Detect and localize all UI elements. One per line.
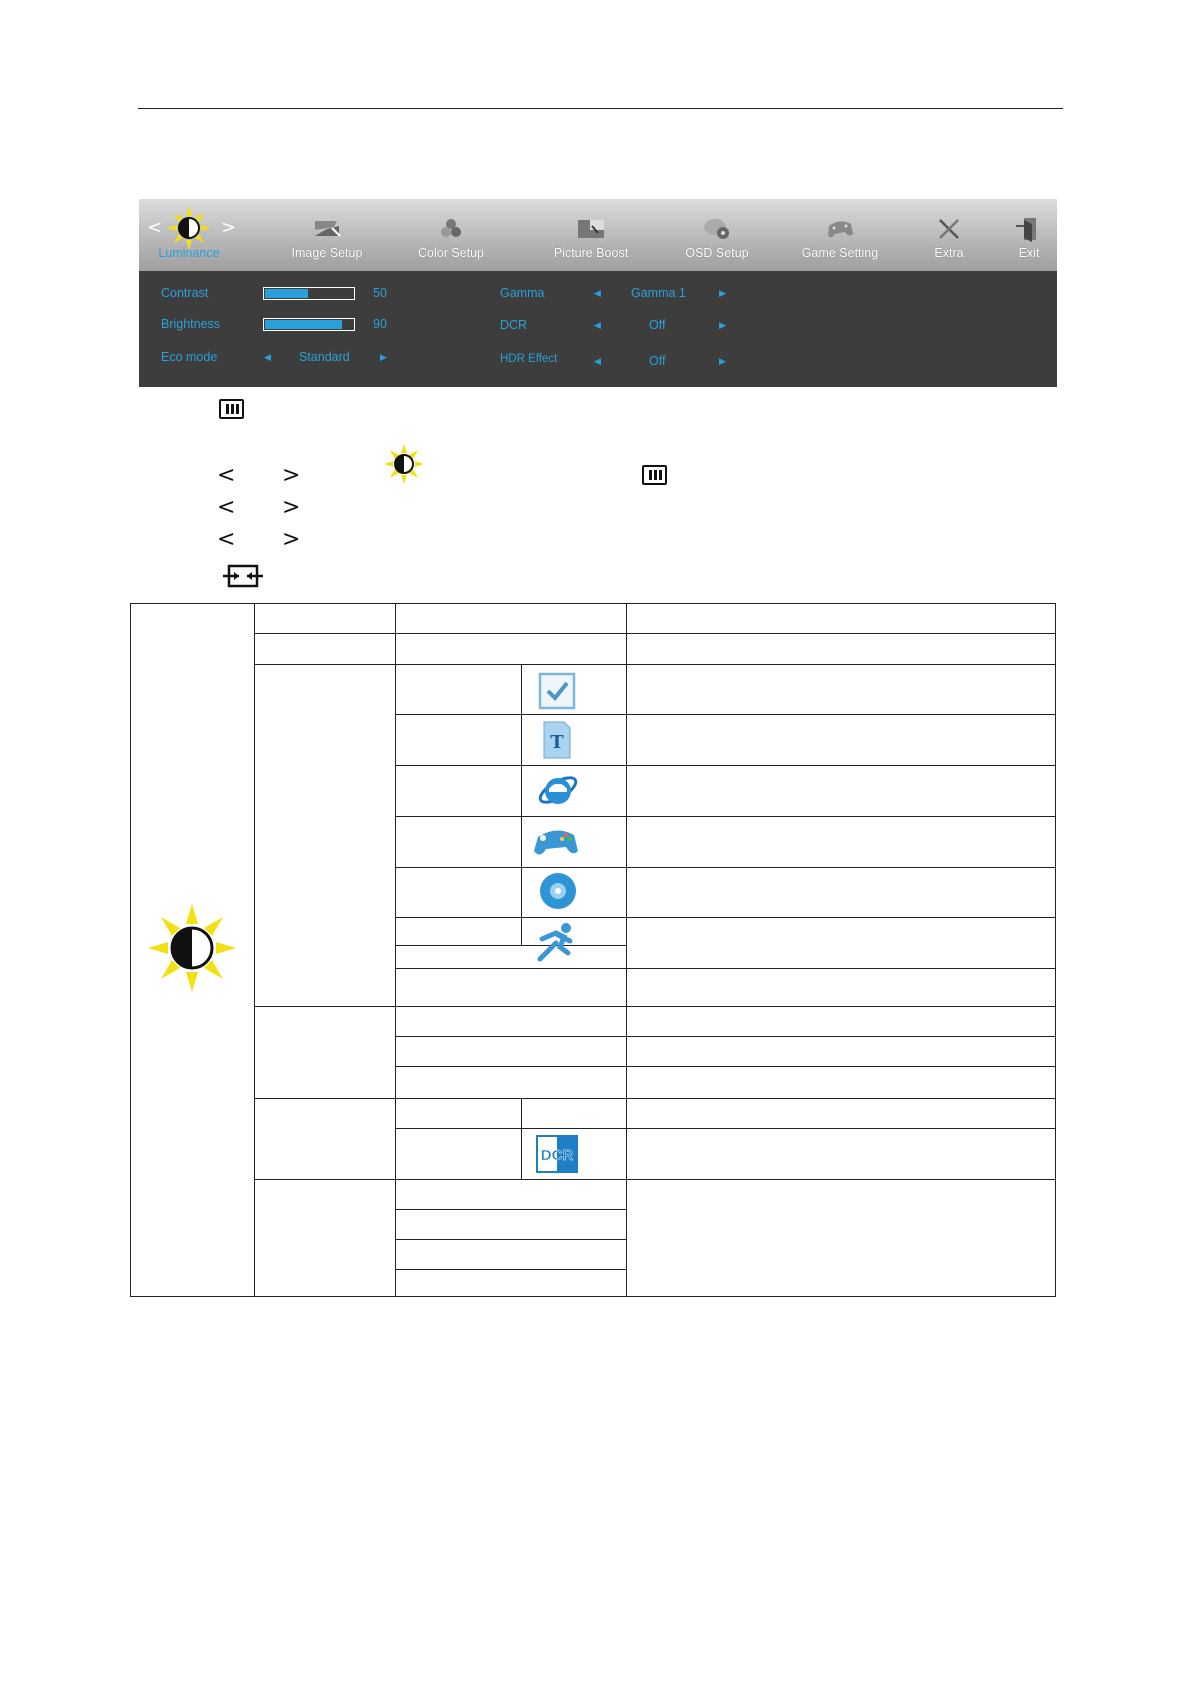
tab-osd-setup-label: OSD Setup [685, 246, 749, 260]
chevron-right-icon[interactable]: > [221, 217, 237, 238]
picture-boost-icon [576, 216, 606, 242]
tab-extra[interactable] [909, 199, 989, 271]
row-divider [254, 1006, 1056, 1007]
table-border [130, 603, 131, 1297]
tab-image-setup-label: Image Setup [291, 246, 363, 260]
gamma-right-arrow-icon[interactable]: ▶ [719, 288, 726, 298]
sports-icon [534, 921, 580, 963]
tab-picture-boost[interactable] [526, 199, 656, 271]
gamepad-icon [825, 216, 855, 242]
source-exit-key-icon [223, 563, 263, 589]
column-divider [395, 603, 396, 1297]
dcr-value: Off [649, 318, 666, 332]
row-divider [395, 1269, 626, 1270]
tools-icon [934, 216, 964, 242]
exit-door-icon [1014, 216, 1044, 242]
row-divider [395, 714, 1056, 715]
right-key-icon: > [282, 495, 301, 520]
standard-check-icon [538, 672, 576, 710]
internet-icon [536, 768, 580, 812]
chevron-left-icon[interactable]: < [147, 217, 163, 238]
movie-icon [538, 871, 578, 911]
page-header-rule [138, 108, 1063, 109]
tab-image-setup[interactable] [267, 199, 387, 271]
row-divider [254, 1098, 1056, 1099]
tab-extra-label: Extra [934, 246, 964, 260]
luminance-settings-table [130, 603, 1056, 1297]
tab-osd-setup[interactable] [657, 199, 777, 271]
tab-exit[interactable] [999, 199, 1059, 271]
dcr-icon [536, 1135, 578, 1173]
brightness-label: Brightness [161, 317, 221, 331]
brightness-value: 90 [373, 317, 387, 331]
dcr-right-arrow-icon[interactable]: ▶ [719, 320, 726, 330]
eco-mode-right-arrow-icon[interactable]: ▶ [380, 352, 387, 362]
gamma-left-arrow-icon[interactable]: ◀ [594, 288, 601, 298]
row-divider [395, 816, 1056, 817]
contrast-slider-fill [265, 289, 308, 298]
right-key-icon: > [282, 527, 301, 552]
tab-color-setup[interactable] [391, 199, 511, 271]
eco-mode-label: Eco mode [161, 350, 218, 364]
dcr-label: DCR [500, 318, 528, 332]
column-divider [521, 664, 522, 945]
hdr-effect-right-arrow-icon[interactable]: ▶ [719, 356, 726, 366]
brightness-slider[interactable] [263, 318, 355, 331]
left-key-icon: < [217, 463, 236, 488]
left-key-icon: < [217, 527, 236, 552]
column-divider [521, 1098, 522, 1179]
gamma-value: Gamma 1 [631, 286, 686, 300]
row-divider [395, 1066, 1056, 1067]
tab-game-setting-label: Game Setting [801, 246, 879, 260]
osd-setup-icon [702, 216, 732, 242]
column-divider [626, 603, 627, 1297]
row-divider [395, 1239, 626, 1240]
eco-mode-left-arrow-icon[interactable]: ◀ [264, 352, 271, 362]
luminance-sun-icon [147, 903, 237, 993]
svg-text:T: T [550, 732, 564, 753]
row-divider [395, 917, 1056, 918]
table-border [130, 1296, 1056, 1297]
row-divider [395, 1209, 626, 1210]
row-divider [395, 945, 626, 946]
brightness-slider-fill [265, 320, 342, 329]
tab-luminance-label: Luminance [158, 246, 220, 260]
left-key-icon: < [217, 495, 236, 520]
hdr-effect-label: HDR Effect [500, 353, 558, 365]
menu-key-icon [219, 399, 244, 419]
row-divider [395, 1036, 1056, 1037]
contrast-value: 50 [373, 286, 387, 300]
dcr-left-arrow-icon[interactable]: ◀ [594, 320, 601, 330]
image-setup-icon [312, 216, 342, 242]
tab-game-setting[interactable] [775, 199, 905, 271]
game-icon [532, 821, 580, 861]
table-border [1055, 603, 1056, 1297]
row-divider [254, 664, 1056, 665]
tab-exit-label: Exit [1018, 246, 1040, 260]
right-key-icon: > [282, 463, 301, 488]
eco-mode-value: Standard [299, 350, 350, 364]
osd-menu [139, 199, 1057, 387]
contrast-label: Contrast [161, 286, 209, 300]
row-divider [395, 867, 1056, 868]
color-setup-icon [436, 216, 466, 242]
row-divider [254, 1179, 1056, 1180]
luminance-sun-icon [383, 443, 425, 485]
menu-key-icon [642, 465, 667, 485]
tab-color-setup-label: Color Setup [417, 246, 484, 260]
text-icon [542, 720, 572, 760]
row-divider [395, 968, 1056, 969]
sun-contrast-icon [166, 205, 212, 251]
hdr-effect-left-arrow-icon[interactable]: ◀ [594, 356, 601, 366]
row-divider [395, 765, 1056, 766]
column-divider [254, 603, 255, 1297]
tab-picture-boost-label: Picture Boost [553, 246, 629, 260]
row-divider [254, 633, 1056, 634]
contrast-slider[interactable] [263, 287, 355, 300]
svg-text:DCR: DCR [540, 1147, 574, 1164]
gamma-label: Gamma [500, 286, 545, 300]
hdr-effect-value: Off [649, 354, 666, 368]
row-divider [395, 1128, 1056, 1129]
osd-tab-bar [139, 199, 1057, 271]
table-border [130, 603, 1056, 604]
tab-luminance[interactable] [139, 199, 239, 271]
